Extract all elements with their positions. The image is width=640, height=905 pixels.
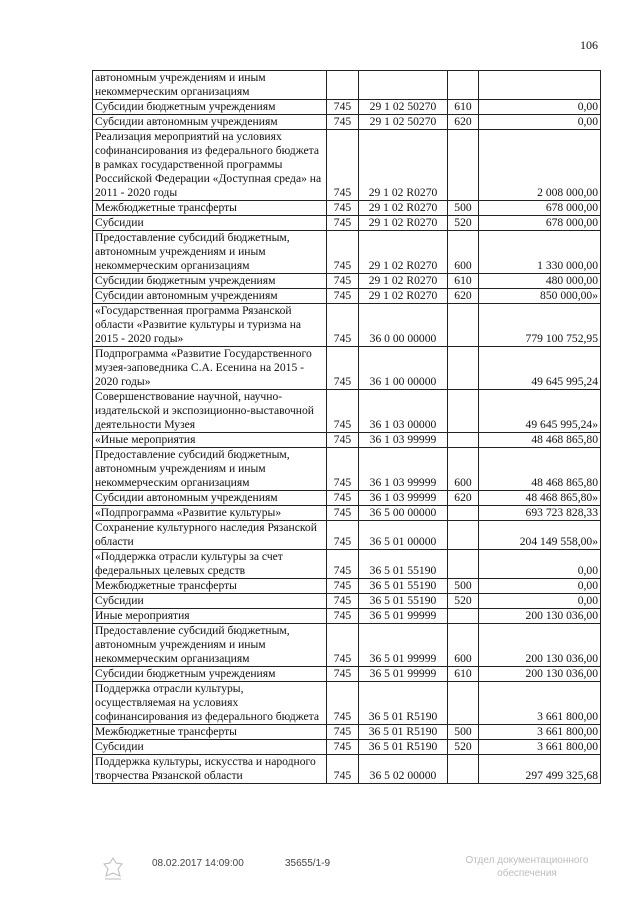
row-name: Субсидии автономным учреждениям (93, 491, 327, 506)
row-name: Субсидии (93, 216, 327, 231)
table-row (93, 216, 601, 231)
row-name: Подпрограмма «Развитие Государственного музея-заповедника С.А. Есенина на 2015 - 2020 годы» (93, 347, 327, 390)
row-vr (448, 755, 479, 784)
row-amount: 200 130 036,00 (479, 624, 601, 667)
row-vr (448, 521, 479, 550)
row-name: Межбюджетные трансферты (93, 579, 327, 594)
row-amount: 48 468 865,80» (479, 491, 601, 506)
table-row (93, 130, 601, 201)
row-vr (448, 390, 479, 433)
table-row (93, 289, 601, 304)
row-code: 36 5 01 99999 (359, 667, 448, 682)
row-code: 29 1 02 R0270 (359, 289, 448, 304)
row-gr: 745 (327, 491, 359, 506)
row-name: Межбюджетные трансферты (93, 201, 327, 216)
row-code: 36 5 01 99999 (359, 624, 448, 667)
footer-datetime: 08.02.2017 14:09:00 (152, 858, 244, 869)
row-vr: 610 (448, 274, 479, 289)
stamp-line-1: Отдел документационного (465, 855, 589, 866)
row-name: Предоставление субсидий бюджетным, автономным учреждениям и иным некоммерческим организациям (93, 448, 327, 491)
table-row (93, 624, 601, 667)
row-code: 36 5 01 00000 (359, 521, 448, 550)
table-row (93, 347, 601, 390)
row-vr (448, 609, 479, 624)
row-vr: 610 (448, 667, 479, 682)
row-gr: 745 (327, 289, 359, 304)
row-amount: 0,00 (479, 594, 601, 609)
row-gr: 745 (327, 216, 359, 231)
row-amount: 3 661 800,00 (479, 682, 601, 725)
table-row (93, 667, 601, 682)
table-row (93, 448, 601, 491)
row-gr: 745 (327, 609, 359, 624)
table-row (93, 579, 601, 594)
row-gr: 745 (327, 100, 359, 115)
row-amount: 3 661 800,00 (479, 725, 601, 740)
table-row (93, 594, 601, 609)
table-row (93, 390, 601, 433)
row-gr: 745 (327, 579, 359, 594)
row-amount: 693 723 828,33 (479, 506, 601, 521)
row-amount: 49 645 995,24» (479, 390, 601, 433)
row-vr: 620 (448, 491, 479, 506)
row-name: Субсидии автономным учреждениям (93, 289, 327, 304)
row-code: 36 5 01 55190 (359, 579, 448, 594)
table-row (93, 725, 601, 740)
row-vr: 610 (448, 100, 479, 115)
row-code: 29 1 02 R0270 (359, 274, 448, 289)
row-gr: 745 (327, 521, 359, 550)
emblem-icon (100, 856, 126, 882)
table-row (93, 740, 601, 755)
table-row (93, 521, 601, 550)
row-name: Предоставление субсидий бюджетным, автономным учреждениям и иным некоммерческим организациям (93, 624, 327, 667)
row-name: Субсидии (93, 740, 327, 755)
row-code: 36 0 00 00000 (359, 304, 448, 347)
row-code: 36 1 03 99999 (359, 448, 448, 491)
row-gr: 745 (327, 201, 359, 216)
row-name: «Поддержка отрасли культуры за счет федеральных целевых средств (93, 550, 327, 579)
row-code: 36 1 03 99999 (359, 433, 448, 448)
row-name: Поддержка отрасли культуры, осуществляемая на условиях софинансирования из федерального бюджета (93, 682, 327, 725)
row-name: Поддержка культуры, искусства и народного творчества Рязанской области (93, 755, 327, 784)
row-vr: 500 (448, 201, 479, 216)
footer-doc-number: 35655/1-9 (285, 858, 331, 869)
page-footer (0, 854, 640, 894)
row-amount: 678 000,00 (479, 216, 601, 231)
row-amount: 48 468 865,80 (479, 448, 601, 491)
row-vr: 600 (448, 624, 479, 667)
row-gr: 745 (327, 755, 359, 784)
row-name: «Подпрограмма «Развитие культуры» (93, 506, 327, 521)
row-gr: 745 (327, 304, 359, 347)
row-gr: 745 (327, 594, 359, 609)
row-name: Предоставление субсидий бюджетным, автономным учреждениям и иным некоммерческим организациям (93, 231, 327, 274)
row-vr: 520 (448, 594, 479, 609)
row-gr: 745 (327, 274, 359, 289)
row-name: Межбюджетные трансферты (93, 725, 327, 740)
stamp-line-2: обеспечения (497, 868, 557, 879)
table-row (93, 550, 601, 579)
row-amount: 204 149 558,00» (479, 521, 601, 550)
row-amount: 0,00 (479, 550, 601, 579)
row-name: Совершенствование научной, научно-издательской и экспозиционно-выставочной деятельности Музея (93, 390, 327, 433)
row-vr: 620 (448, 289, 479, 304)
row-name: автономным учреждениям и иным некоммерческим организациям (93, 71, 327, 100)
row-amount: 2 008 000,00 (479, 130, 601, 201)
row-amount: 200 130 036,00 (479, 609, 601, 624)
row-code: 36 5 01 99999 (359, 609, 448, 624)
table-row (93, 609, 601, 624)
row-name: Реализация мероприятий на условиях софинансирования из федерального бюджета в рамках государственной программы Российской Федерации «Доступная среда» на 2011 - 2020 годы (93, 130, 327, 201)
row-amount: 0,00 (479, 100, 601, 115)
row-name: Сохранение культурного наследия Рязанской области (93, 521, 327, 550)
footer-stamp (452, 854, 602, 880)
row-name: Субсидии (93, 594, 327, 609)
row-amount: 3 661 800,00 (479, 740, 601, 755)
table-body (93, 71, 601, 784)
row-vr: 500 (448, 725, 479, 740)
table-row (93, 201, 601, 216)
table-row (93, 506, 601, 521)
table-row (93, 304, 601, 347)
row-code: 36 5 01 55190 (359, 594, 448, 609)
row-name: Субсидии бюджетным учреждениям (93, 667, 327, 682)
table-row (93, 115, 601, 130)
row-code: 29 1 02 R0270 (359, 130, 448, 201)
row-amount: 779 100 752,95 (479, 304, 601, 347)
table-row (93, 491, 601, 506)
row-code: 29 1 02 50270 (359, 115, 448, 130)
table-row (93, 682, 601, 725)
row-amount: 480 000,00 (479, 274, 601, 289)
row-vr (448, 682, 479, 725)
table-row (93, 231, 601, 274)
row-code: 29 1 02 R0270 (359, 231, 448, 274)
row-gr: 745 (327, 725, 359, 740)
row-code: 36 1 00 00000 (359, 347, 448, 390)
row-amount: 0,00 (479, 579, 601, 594)
row-name: «Государственная программа Рязанской области «Развитие культуры и туризма на 2015 - 2020 годы» (93, 304, 327, 347)
row-name: «Иные мероприятия (93, 433, 327, 448)
row-gr: 745 (327, 506, 359, 521)
row-amount: 1 330 000,00 (479, 231, 601, 274)
table-row (93, 274, 601, 289)
row-vr (448, 347, 479, 390)
row-code: 36 5 02 00000 (359, 755, 448, 784)
table-row (93, 71, 601, 100)
row-name: Субсидии бюджетным учреждениям (93, 100, 327, 115)
row-name: Субсидии автономным учреждениям (93, 115, 327, 130)
row-code: 29 1 02 R0270 (359, 201, 448, 216)
row-vr (448, 550, 479, 579)
row-name: Иные мероприятия (93, 609, 327, 624)
row-vr (448, 433, 479, 448)
row-code: 36 5 01 R5190 (359, 725, 448, 740)
row-gr: 745 (327, 682, 359, 725)
row-amount (479, 71, 601, 100)
row-gr: 745 (327, 667, 359, 682)
row-amount: 0,00 (479, 115, 601, 130)
page-number: 106 (580, 38, 598, 52)
row-amount: 678 000,00 (479, 201, 601, 216)
row-vr: 600 (448, 448, 479, 491)
row-gr: 745 (327, 433, 359, 448)
row-code: 36 5 01 R5190 (359, 740, 448, 755)
table-row (93, 100, 601, 115)
row-code: 36 5 01 55190 (359, 550, 448, 579)
row-vr (448, 130, 479, 201)
row-amount: 48 468 865,80 (479, 433, 601, 448)
row-vr: 620 (448, 115, 479, 130)
row-code: 29 1 02 50270 (359, 100, 448, 115)
row-code (359, 71, 448, 100)
row-code: 36 1 03 00000 (359, 390, 448, 433)
row-code: 29 1 02 R0270 (359, 216, 448, 231)
row-gr: 745 (327, 347, 359, 390)
row-code: 36 1 03 99999 (359, 491, 448, 506)
table-row (93, 755, 601, 784)
row-vr: 500 (448, 579, 479, 594)
row-vr: 520 (448, 216, 479, 231)
row-gr: 745 (327, 390, 359, 433)
row-gr: 745 (327, 448, 359, 491)
row-gr (327, 71, 359, 100)
row-vr (448, 304, 479, 347)
row-vr (448, 71, 479, 100)
row-code: 36 5 00 00000 (359, 506, 448, 521)
table-row (93, 433, 601, 448)
row-vr: 520 (448, 740, 479, 755)
row-amount: 200 130 036,00 (479, 667, 601, 682)
row-code: 36 5 01 R5190 (359, 682, 448, 725)
row-vr (448, 506, 479, 521)
row-name: Субсидии бюджетным учреждениям (93, 274, 327, 289)
row-gr: 745 (327, 740, 359, 755)
row-gr: 745 (327, 115, 359, 130)
row-vr: 600 (448, 231, 479, 274)
row-gr: 745 (327, 130, 359, 201)
row-gr: 745 (327, 624, 359, 667)
row-amount: 850 000,00» (479, 289, 601, 304)
row-gr: 745 (327, 231, 359, 274)
row-amount: 49 645 995,24 (479, 347, 601, 390)
row-gr: 745 (327, 550, 359, 579)
budget-table (92, 70, 601, 784)
row-amount: 297 499 325,68 (479, 755, 601, 784)
